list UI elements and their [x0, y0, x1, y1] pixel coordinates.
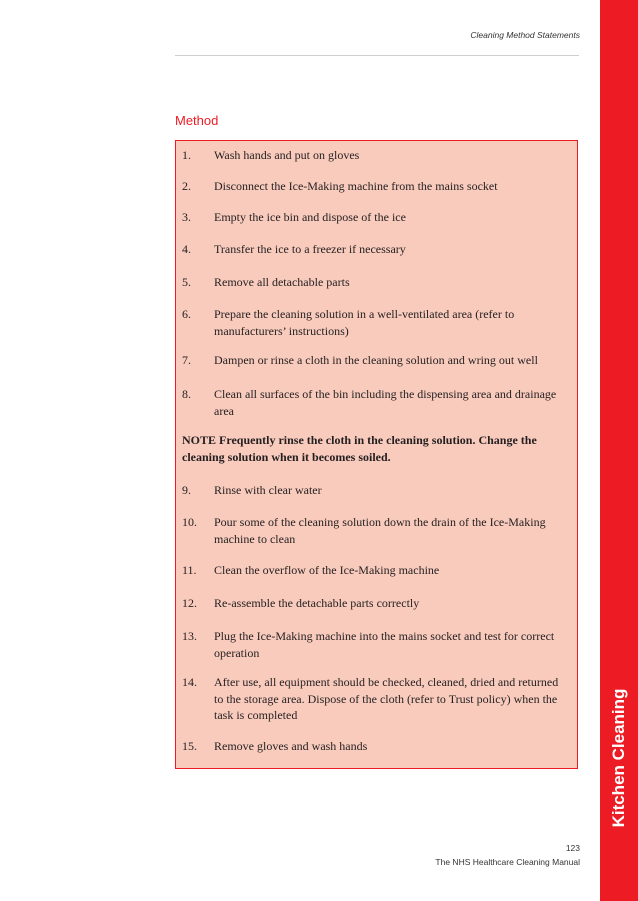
step-text: Remove gloves and wash hands	[214, 739, 368, 753]
step-number: 6.	[182, 307, 191, 321]
step-text: Transfer the ice to a freezer if necessary	[214, 242, 406, 256]
step-number: 12.	[182, 596, 197, 610]
header-divider	[175, 55, 579, 56]
step-number: 10.	[182, 515, 197, 529]
step-text: Empty the ice bin and dispose of the ice	[214, 210, 406, 224]
step-number: 9.	[182, 483, 191, 497]
method-box	[175, 140, 578, 769]
method-note: NOTE Frequently rinse the cloth in the cleaning solution. Change the cleaning solution when it becomes soiled.	[182, 433, 537, 464]
step-text: Plug the Ice-Making machine into the mains socket and test for correct operation	[214, 629, 555, 660]
step-number: 1.	[182, 148, 191, 162]
step-number: 4.	[182, 242, 191, 256]
step-number: 11.	[182, 563, 197, 577]
step-text: Disconnect the Ice-Making machine from the mains socket	[214, 179, 498, 193]
step-number: 14.	[182, 675, 197, 689]
step-text: Wash hands and put on gloves	[214, 148, 360, 162]
step-text: Clean the overflow of the Ice-Making machine	[214, 563, 440, 577]
step-text: Remove all detachable parts	[214, 275, 350, 289]
step-number: 5.	[182, 275, 191, 289]
side-tab-label: Kitchen Cleaning	[609, 688, 628, 828]
step-number: 7.	[182, 353, 191, 367]
section-side-tab	[600, 0, 638, 901]
step-text: Rinse with clear water	[214, 483, 322, 497]
step-text: Pour some of the cleaning solution down the drain of the Ice-Making machine to clean	[214, 515, 546, 546]
step-text: Dampen or rinse a cloth in the cleaning solution and wring out well	[214, 353, 538, 367]
step-text: After use, all equipment should be checked, cleaned, dried and returned to the storage area. Dispose of the cloth (refer to Trust policy) when the task is completed	[214, 675, 559, 722]
step-text: Prepare the cleaning solution in a well-ventilated area (refer to manufacturers’ instructions)	[214, 307, 515, 338]
step-number: 8.	[182, 387, 191, 401]
step-number: 2.	[182, 179, 191, 193]
step-text: Clean all surfaces of the bin including the dispensing area and drainage area	[214, 387, 557, 418]
running-header: Cleaning Method Statements	[470, 30, 580, 40]
step-text: Re-assemble the detachable parts correctly	[214, 596, 420, 610]
step-number: 13.	[182, 629, 197, 643]
method-heading: Method	[175, 113, 219, 128]
step-number: 3.	[182, 210, 191, 224]
step-number: 15.	[182, 739, 197, 753]
page-number: 123	[565, 843, 580, 853]
footer-title: The NHS Healthcare Cleaning Manual	[435, 857, 580, 867]
